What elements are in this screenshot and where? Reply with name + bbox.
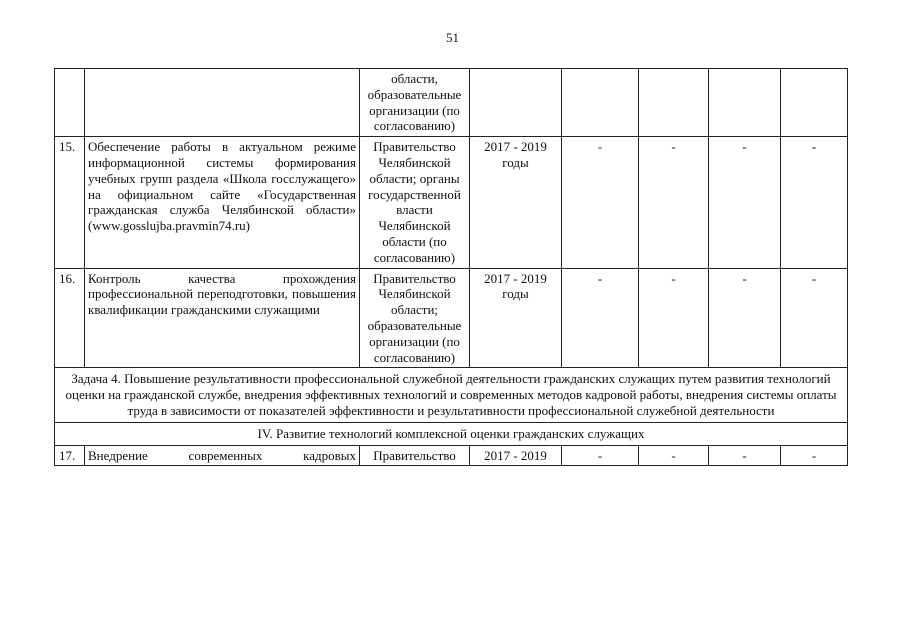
value-cell: - [639, 137, 709, 268]
value-cell: - [709, 137, 781, 268]
row-number: 16. [55, 268, 85, 368]
row-number: 17. [55, 445, 85, 466]
value-cell [562, 69, 639, 137]
continuation-row [55, 69, 848, 137]
task-4-heading: Задача 4. Повышение результативности профессиональной служебной деятельности гражданских служащих путем развития технологий оценки на гражданской службе, внедрения эффективных технологий и современных методов кадровой работы, внедрения системы оплаты труда в зависимости от показателей эффективности и результативности профессиональной служебной деятельности [55, 368, 848, 422]
num-cell [55, 69, 85, 137]
page-number: 51 [446, 30, 459, 45]
section-heading-row [55, 422, 848, 445]
task-description: Обеспечение работы в актуальном режиме информационной системы формирования учебных групп раздела «Школа госслужащего» на официальном сайте «Государственная гражданская служба Челябинской области» (www.gosslujba.pravmin74.ru) [85, 137, 360, 268]
task-description: Контроль качества прохождения профессиональной переподготовки, повышения квалификации гражданскими служащими [85, 268, 360, 368]
task-heading-row [55, 368, 848, 422]
period-cell [470, 69, 562, 137]
period-cell: 2017 - 2019 [470, 445, 562, 466]
value-cell: - [781, 268, 848, 368]
value-cell: - [562, 137, 639, 268]
executor-cell: области, образовательные организации (по согласованию) [360, 69, 470, 137]
value-cell: - [709, 445, 781, 466]
table-row [55, 268, 848, 368]
executor-cell: Правительство Челябинской области; органы государственной власти Челябинской области (по согласованию) [360, 137, 470, 268]
task-description: Внедрение современных кадровых [85, 445, 360, 466]
value-cell: - [781, 445, 848, 466]
table-row [55, 137, 848, 268]
table-row [55, 445, 848, 466]
row-number: 15. [55, 137, 85, 268]
value-cell: - [709, 268, 781, 368]
value-cell: - [781, 137, 848, 268]
value-cell [781, 69, 848, 137]
value-cell: - [562, 445, 639, 466]
period-cell: 2017 - 2019 годы [470, 137, 562, 268]
program-table [54, 68, 848, 466]
value-cell [709, 69, 781, 137]
value-cell: - [562, 268, 639, 368]
task-cell [85, 69, 360, 137]
executor-cell: Правительство [360, 445, 470, 466]
value-cell [639, 69, 709, 137]
period-cell: 2017 - 2019 годы [470, 268, 562, 368]
value-cell: - [639, 445, 709, 466]
executor-cell: Правительство Челябинской области; образовательные организации (по согласованию) [360, 268, 470, 368]
value-cell: - [639, 268, 709, 368]
section-4-heading: IV. Развитие технологий комплексной оценки гражданских служащих [55, 422, 848, 445]
